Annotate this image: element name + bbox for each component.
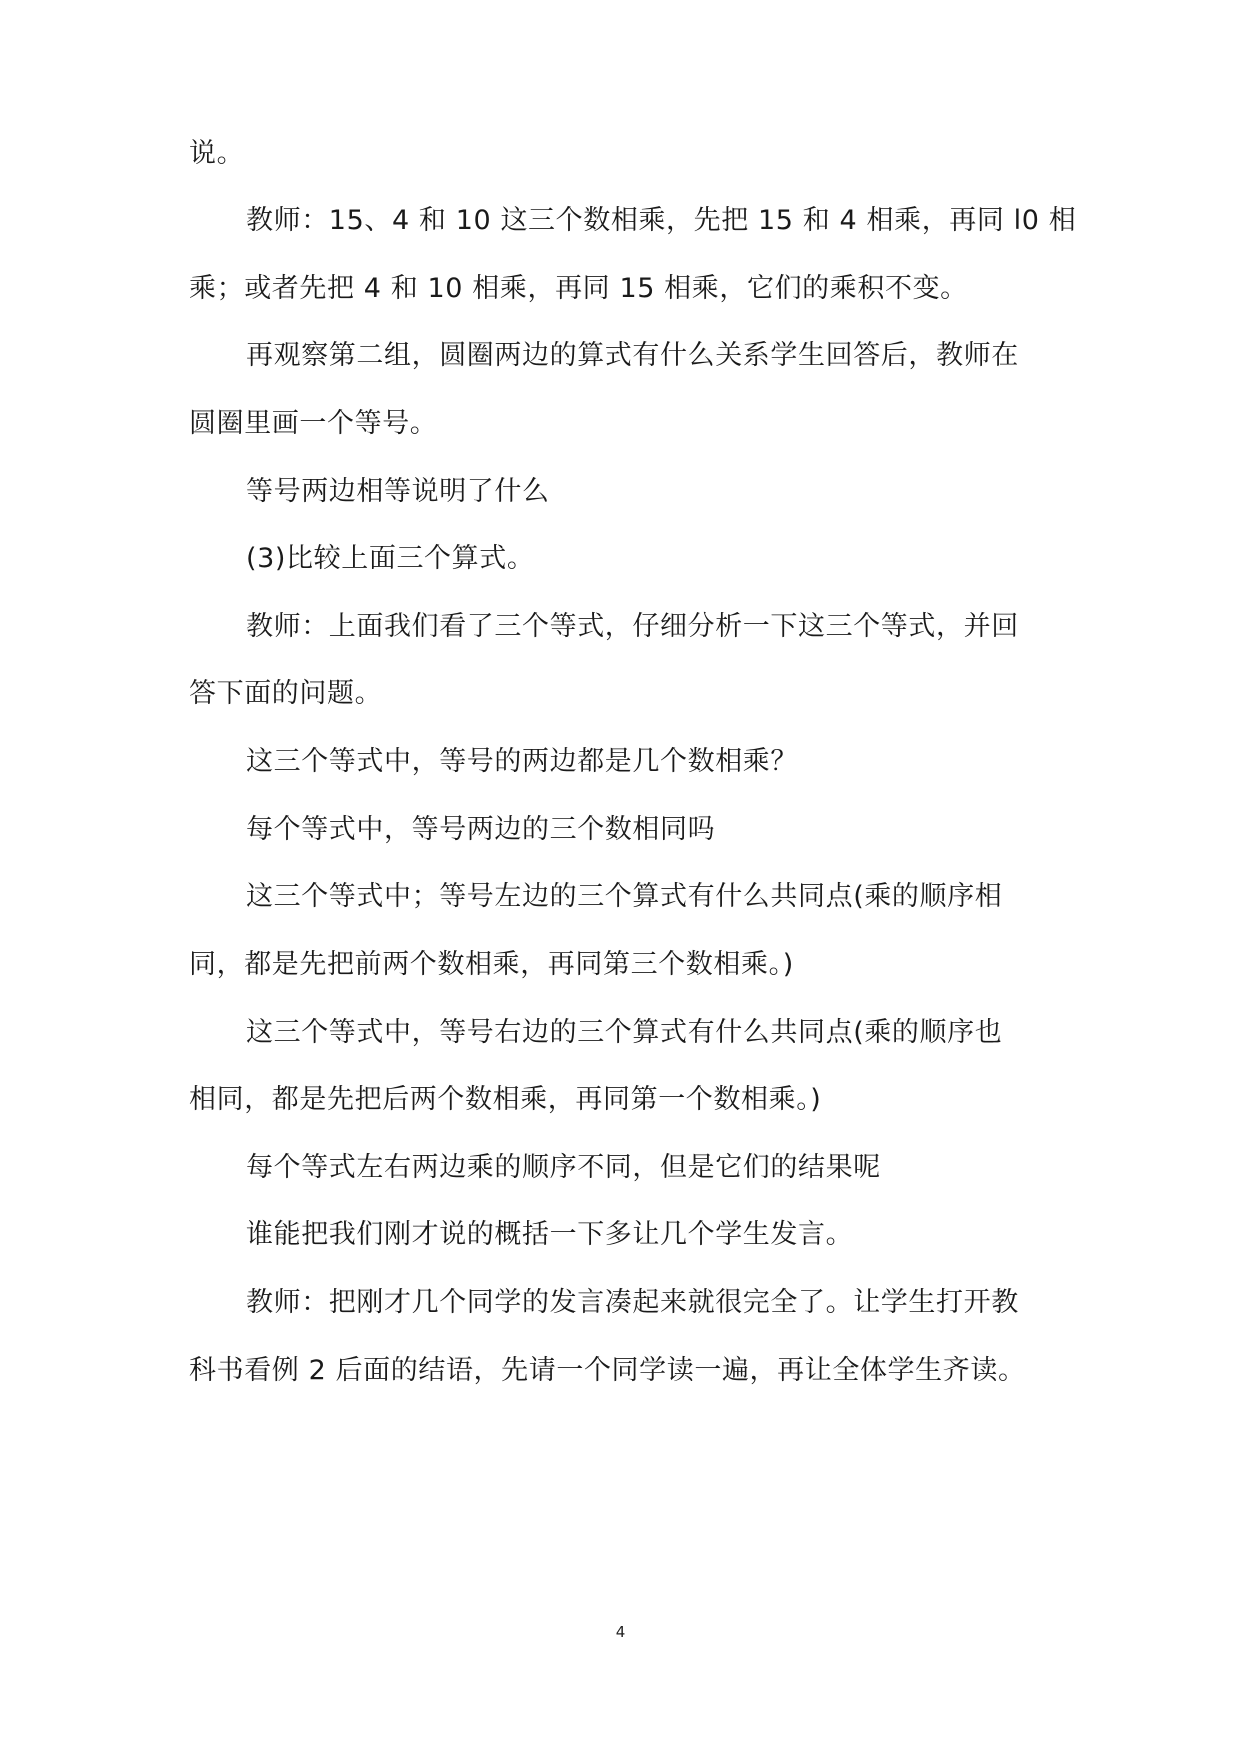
text-line: 这三个等式中，等号右边的三个算式有什么共同点(乘的顺序也 <box>246 1017 1003 1048</box>
text-line: 谁能把我们刚才说的概括一下多让几个学生发言。 <box>246 1219 854 1250</box>
text-line: 同，都是先把前两个数相乘，再同第三个数相乘。) <box>189 949 794 980</box>
page-number: 4 <box>615 1623 626 1641</box>
text-line: 乘；或者先把 4 和 10 相乘，再同 15 相乘，它们的乘积不变。 <box>189 273 968 304</box>
text-line: 圆圈里画一个等号。 <box>189 408 438 439</box>
text-line: (3)比较上面三个算式。 <box>246 543 535 574</box>
text-line: 每个等式中，等号两边的三个数相同吗 <box>246 814 716 845</box>
text-line: 相同，都是先把后两个数相乘，再同第一个数相乘。) <box>189 1084 822 1115</box>
text-line: 说。 <box>189 138 245 169</box>
text-line: 这三个等式中；等号左边的三个算式有什么共同点(乘的顺序相 <box>246 881 1003 912</box>
text-line: 科书看例 2 后面的结语，先请一个同学读一遍，再让全体学生齐读。 <box>189 1355 1026 1386</box>
text-line: 这三个等式中，等号的两边都是几个数相乘？ <box>246 746 798 777</box>
text-line: 等号两边相等说明了什么 <box>246 476 550 507</box>
text-line: 教师：15、4 和 10 这三个数相乘，先把 15 和 4 相乘，再同 l0 相 <box>246 205 1077 236</box>
text-line: 每个等式左右两边乘的顺序不同，但是它们的结果呢 <box>246 1152 881 1183</box>
text-line: 教师：把刚才几个同学的发言凑起来就很完全了。让学生打开教 <box>246 1287 1019 1318</box>
text-line: 教师：上面我们看了三个等式，仔细分析一下这三个等式，并回 <box>246 611 1019 642</box>
text-line: 答下面的问题。 <box>189 678 383 709</box>
text-line: 再观察第二组，圆圈两边的算式有什么关系学生回答后，教师在 <box>246 340 1019 371</box>
